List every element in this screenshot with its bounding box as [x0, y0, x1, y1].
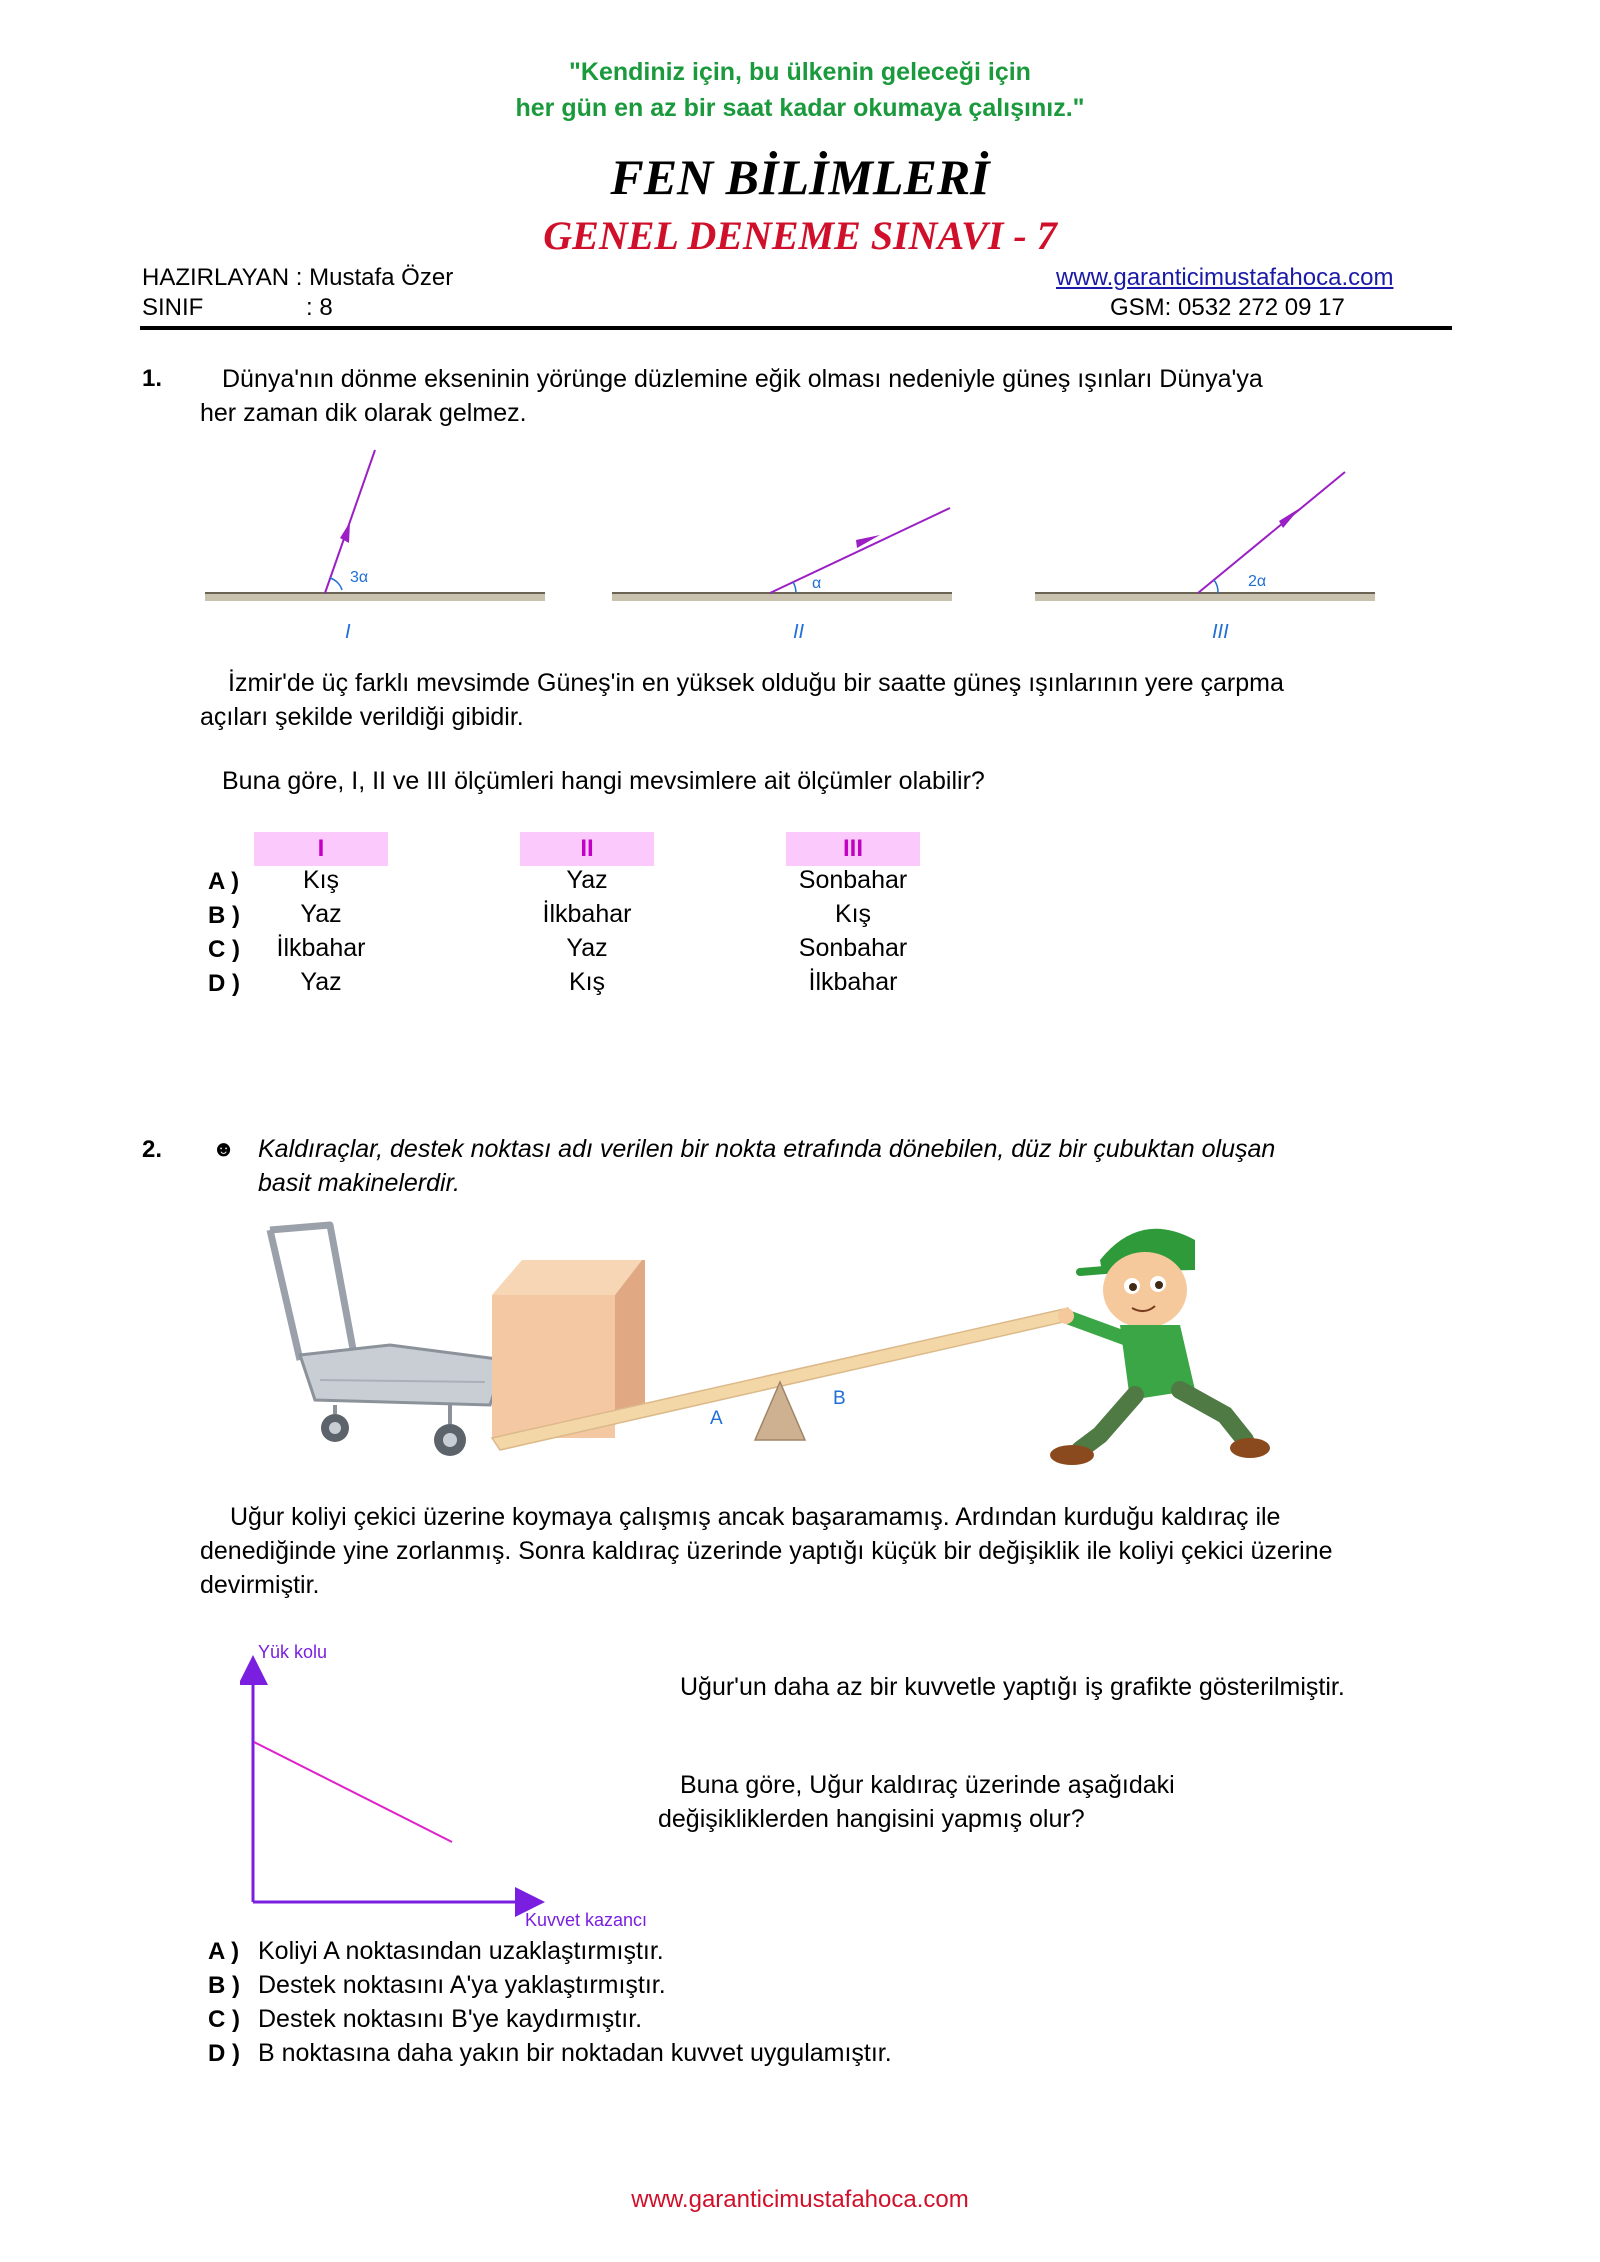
website-link[interactable]: www.garanticimustafahoca.com	[1056, 264, 1394, 291]
q1-option-a-ii: Yaz	[566, 866, 608, 894]
q2-para-line3: devirmiştir.	[200, 1571, 320, 1599]
table-header-ii: II	[520, 832, 654, 866]
q2-option-a-letter[interactable]: A )	[208, 1938, 240, 1965]
q1-option-c-iii: Sonbahar	[798, 934, 908, 962]
figure-iii	[1035, 472, 1375, 643]
q1-option-c-ii: Yaz	[566, 934, 608, 962]
q2-option-c-letter[interactable]: C )	[208, 2006, 240, 2033]
author-label: HAZIRLAYAN : Mustafa Özer	[142, 264, 454, 291]
graph-x-label: Kuvvet kazancı	[525, 1910, 648, 1930]
angle-label-ii: α	[812, 575, 822, 592]
boy-pushing-image	[1050, 1229, 1270, 1465]
q1-option-b-iii: Kış	[834, 900, 872, 928]
q2-para-line1: Uğur koliyi çekici üzerine koymaya çalışmış ancak başaramamış. Ardından kurduğu kaldıraç ile	[230, 1503, 1281, 1531]
q1-para-line1: İzmir'de üç farklı mevsimde Güneş'in en yüksek olduğu bir saatte güneş ışınlarının yere çarpma	[228, 669, 1284, 697]
q1-option-b-ii: İlkbahar	[542, 900, 632, 928]
angle-label-i: 3α	[350, 569, 369, 586]
q1-option-b-letter[interactable]: B )	[208, 902, 240, 929]
figure-i	[205, 450, 545, 643]
q1-option-d-i: Yaz	[300, 968, 342, 996]
q1-text-line2: her zaman dik olarak gelmez.	[200, 399, 527, 427]
q2-number: 2.	[142, 1136, 163, 1163]
figure-ii	[612, 508, 952, 643]
motto-line-2: her gün en az bir saat kadar okumaya çalışınız."	[515, 94, 1085, 122]
q2-para-line2: denediğinde yine zorlanmış. Sonra kaldıraç üzerinde yaptığı küçük bir değişiklik ile koliyi çekici üzerine	[200, 1537, 1333, 1565]
angle-label-iii: 2α	[1248, 573, 1267, 590]
graph-y-label: Yük kolu	[258, 1642, 328, 1662]
roman-label-ii: II	[793, 621, 805, 643]
q1-option-b-i: Yaz	[300, 900, 342, 928]
q2-option-d-text[interactable]: B noktasına daha yakın bir noktadan kuvvet uygulamıştır.	[258, 2039, 892, 2067]
q1-option-a-iii: Sonbahar	[798, 866, 908, 894]
q2-option-d-letter[interactable]: D )	[208, 2040, 240, 2067]
q2-option-c-text[interactable]: Destek noktasını B'ye kaydırmıştır.	[258, 2005, 643, 2033]
roman-label-i: I	[345, 621, 351, 643]
q1-option-c-i: İlkbahar	[276, 934, 366, 962]
q2-side-text-2-line2: değişikliklerden hangisini yapmış olur?	[658, 1805, 1085, 1833]
gsm-number: GSM: 0532 272 09 17	[1110, 294, 1345, 321]
q1-option-d-letter[interactable]: D )	[208, 970, 240, 997]
ray-arrow-iii	[1279, 508, 1300, 528]
q2-side-text-1: Uğur'un daha az bir kuvvetle yaptığı iş grafikte gösterilmiştir.	[680, 1673, 1345, 1701]
q2-side-text-2-line1: Buna göre, Uğur kaldıraç üzerinde aşağıdaki	[680, 1771, 1175, 1799]
lever-illustration	[260, 1200, 1280, 1470]
q1-option-a-i: Kış	[302, 866, 340, 894]
hand-truck-image	[270, 1225, 505, 1456]
q1-option-d-ii: Kış	[568, 968, 606, 996]
ground-i	[205, 593, 545, 601]
footer-website[interactable]: www.garanticimustafahoca.com	[631, 2186, 969, 2213]
graph-line	[254, 1742, 452, 1842]
ray-iii	[1198, 472, 1345, 593]
smiley-bullet-icon: ☻	[212, 1136, 236, 1161]
q1-text-line1: Dünya'nın dönme ekseninin yörünge düzlemine eğik olması nedeniyle güneş ışınları Dünya'ya	[222, 365, 1263, 393]
q1-option-c-letter[interactable]: C )	[208, 936, 240, 963]
q2-option-a-text[interactable]: Koliyi A noktasından uzaklaştırmıştır.	[258, 1937, 664, 1965]
q1-para-line2: açıları şekilde verildiği gibidir.	[200, 703, 524, 731]
header-divider	[140, 326, 1452, 330]
q2-intro-line2: basit makinelerdir.	[258, 1169, 460, 1197]
table-header-iii: III	[786, 832, 920, 866]
q2-graph	[240, 1630, 680, 1930]
ray-ii	[770, 508, 950, 593]
label-a: A	[710, 1408, 723, 1429]
ground-iii	[1035, 593, 1375, 601]
q1-sun-ray-figures	[190, 440, 1410, 660]
q2-option-b-text[interactable]: Destek noktasını A'ya yaklaştırmıştır.	[258, 1971, 666, 1999]
q2-intro-line1: Kaldıraçlar, destek noktası adı verilen bir nokta etrafında dönebilen, düz bir çubuktan oluşan	[258, 1135, 1276, 1163]
table-header-i: I	[254, 832, 388, 866]
ground-ii	[612, 593, 952, 601]
roman-label-iii: III	[1212, 621, 1229, 643]
q2-option-b-letter[interactable]: B )	[208, 1972, 240, 1999]
page-subtitle: GENEL DENEME SINAVI - 7	[543, 213, 1057, 258]
motto-line-1: "Kendiniz için, bu ülkenin geleceği için	[569, 58, 1031, 86]
label-b: B	[833, 1388, 846, 1409]
class-value: : 8	[306, 294, 333, 321]
page-title: FEN BİLİMLERİ	[610, 149, 990, 205]
ray-arrow-i	[340, 522, 350, 543]
q1-option-a-letter[interactable]: A )	[208, 868, 240, 895]
q1-option-d-iii: İlkbahar	[808, 968, 898, 996]
q1-number: 1.	[142, 365, 163, 392]
q1-question: Buna göre, I, II ve III ölçümleri hangi mevsimlere ait ölçümler olabilir?	[222, 767, 985, 795]
class-label: SINIF	[142, 294, 204, 321]
